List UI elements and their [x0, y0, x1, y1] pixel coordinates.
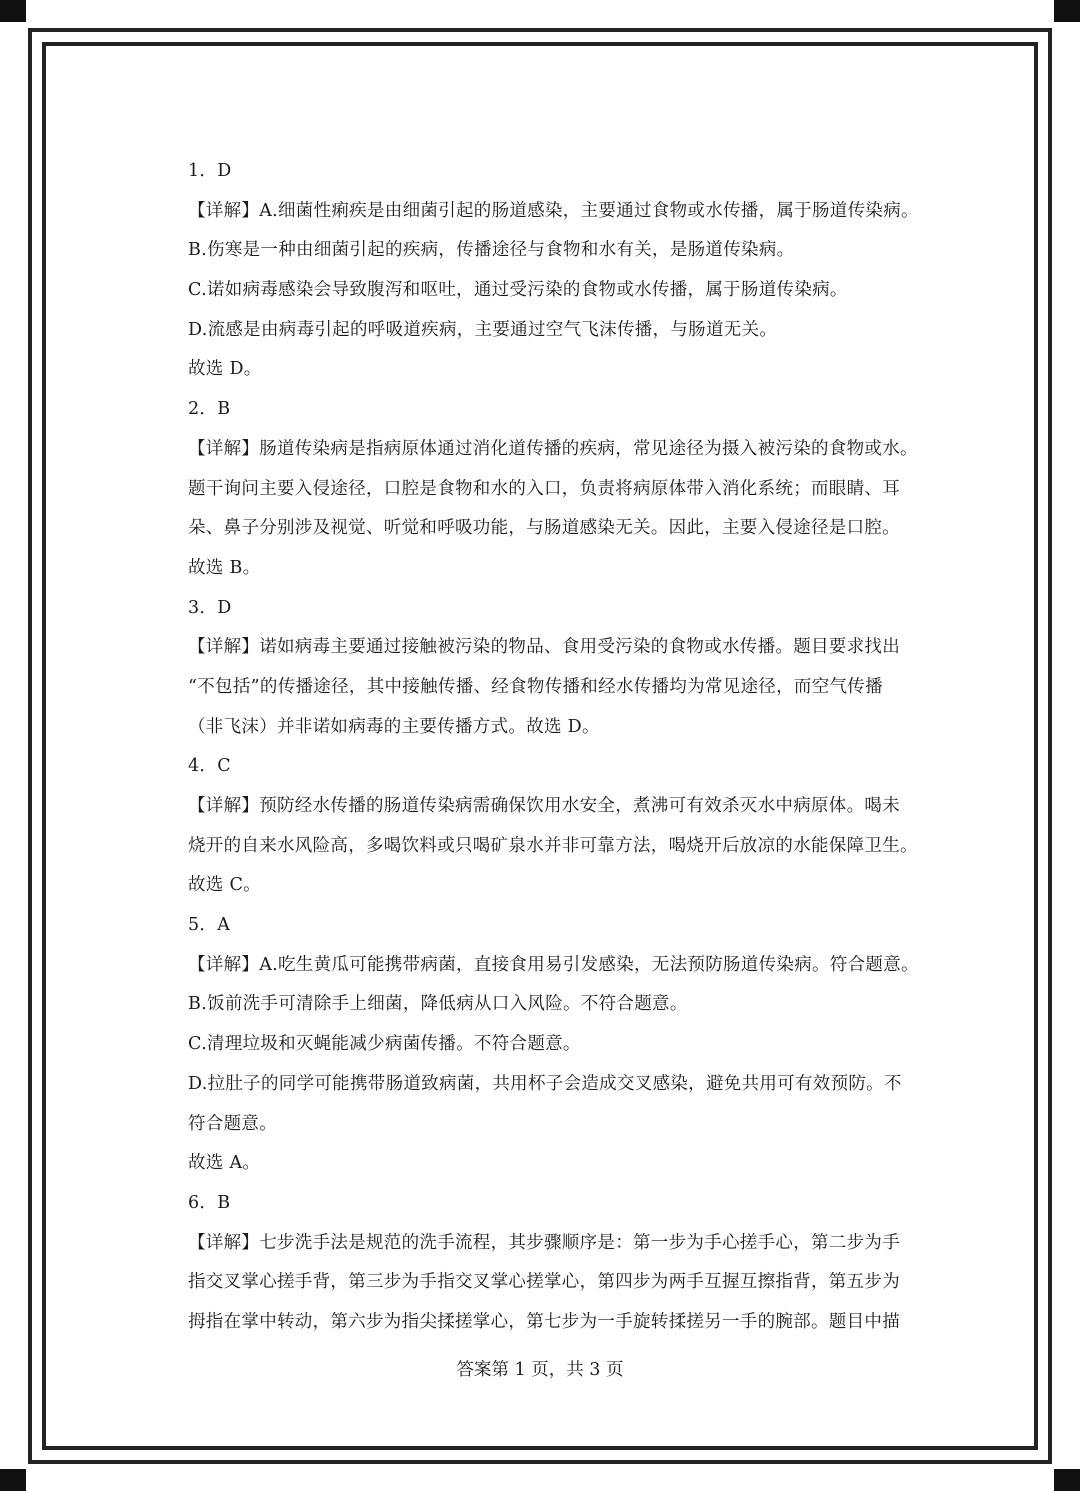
text-line: B.伤寒是一种由细菌引起的疾病，传播途径与食物和水有关，是肠道传染病。: [188, 240, 795, 261]
text-line: C.清理垃圾和灭蝇能减少病菌传播。不符合题意。: [188, 1034, 581, 1055]
corner-mark-top-left: [0, 0, 26, 22]
text-line: 【详解】预防经水传播的肠道传染病需确保饮用水安全，煮沸可有效杀灭水中病原体。喝未: [188, 796, 900, 816]
text-line: “不包括”的传播途径，其中接触传播、经食物传播和经水传播均为常见途径，而空气传播: [188, 676, 883, 697]
text-line: C.诺如病毒感染会导致腹泻和呕吐，通过受污染的食物或水传播，属于肠道传染病。: [188, 280, 848, 301]
text-line: 拇指在掌中转动，第六步为指尖揉搓掌心，第七步为一手旋转揉搓另一手的腕部。题目中描: [188, 1311, 900, 1332]
text-line: 故选 D。: [188, 359, 262, 380]
text-line: 符合题意。: [188, 1113, 277, 1134]
text-line: 【详解】诺如病毒主要通过接触被污染的物品、食用受污染的食物或水传播。题目要求找出: [188, 637, 900, 658]
corner-mark-bottom-right: [1054, 1469, 1080, 1491]
text-line: D.拉肚子的同学可能携带肠道致病菌，共用杯子会造成交叉感染，避免共用可有效预防。不: [188, 1073, 902, 1094]
text-line: 故选 A。: [188, 1153, 261, 1174]
text-line: 【详解】A.吃生黄瓜可能携带病菌，直接食用易引发感染，无法预防肠道传染病。符合题意。: [188, 954, 919, 975]
text-line: 指交叉掌心搓手背，第三步为手指交叉掌心搓掌心，第四步为两手互握互擦指背，第五步为: [188, 1272, 900, 1293]
text-line: 3．D: [188, 597, 232, 618]
text-line: （非飞沫）并非诺如病毒的主要传播方式。故选 D。: [188, 716, 600, 737]
text-line: 烧开的自来水风险高，多喝饮料或只喝矿泉水并非可靠方法，喝烧开后放凉的水能保障卫生。: [188, 835, 918, 856]
corner-mark-top-right: [1054, 0, 1080, 22]
text-line: 5．A: [188, 915, 231, 936]
text-line: 故选 C。: [188, 875, 261, 896]
text-line: 4．C: [188, 756, 231, 777]
text-line: 【详解】七步洗手法是规范的洗手流程，其步骤顺序是：第一步为手心搓手心，第二步为手: [188, 1232, 900, 1253]
text-line: 2．B: [188, 399, 231, 420]
answer-text: [188, 152, 919, 1343]
corner-mark-bottom-left: [0, 1469, 26, 1491]
text-line: 【详解】肠道传染病是指病原体通过消化道传播的疾病，常见途径为摄入被污染的食物或水。: [188, 438, 918, 459]
text-line: D.流感是由病毒引起的呼吸道疾病，主要通过空气飞沫传播，与肠道无关。: [188, 319, 778, 340]
text-line: B.饭前洗手可清除手上细菌，降低病从口入风险。不符合题意。: [188, 994, 688, 1015]
text-line: 朵、鼻子分别涉及视觉、听觉和呼吸功能，与肠道感染无关。因此，主要入侵途径是口腔。: [188, 518, 900, 539]
text-line: 1．D: [188, 161, 232, 181]
text-line: 6．B: [188, 1192, 231, 1213]
text-line: 【详解】A.细菌性痢疾是由细菌引起的肠道感染，主要通过食物或水传播，属于肠道传染病。: [188, 200, 919, 221]
text-line: 题干询问主要入侵途径，口腔是食物和水的入口，负责将病原体带入消化系统；而眼睛、耳: [188, 478, 900, 499]
text-line: 故选 B。: [188, 557, 261, 578]
page-footer: 答案第 1 页，共 3 页: [456, 1360, 624, 1380]
